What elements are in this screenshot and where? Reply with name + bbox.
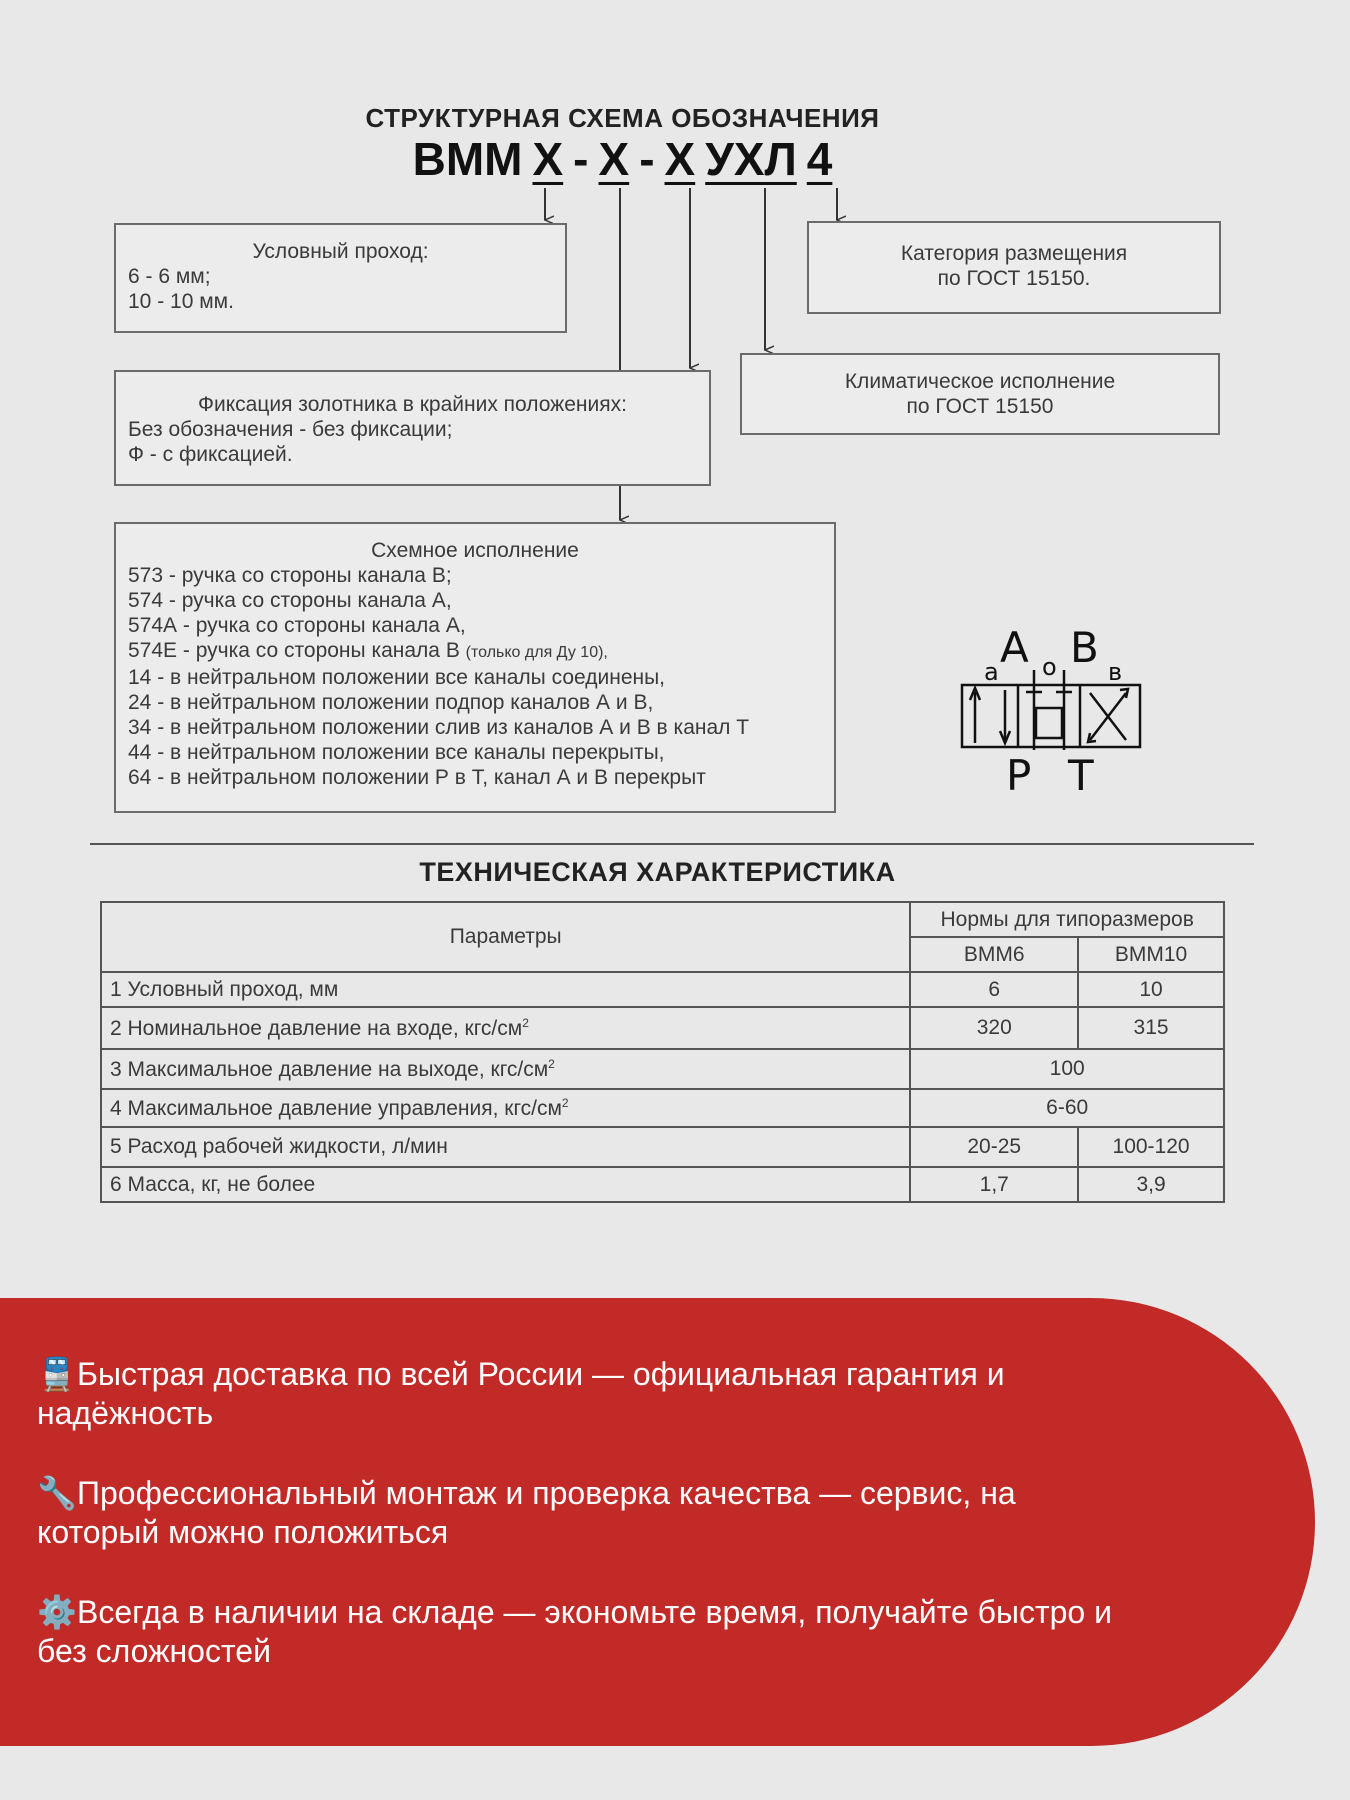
table-row: [101, 1049, 1224, 1089]
table-row: [101, 1167, 1224, 1202]
code-category: 4: [806, 133, 833, 185]
code-bore: X: [532, 133, 564, 185]
code-fixation: X: [598, 133, 630, 185]
circuit-line-64: 64 - в нейтральном положении Р в Т, канал А и В перекрыт: [128, 766, 706, 789]
row-label: 4 Максимальное давление управления, кгс/см: [110, 1096, 562, 1120]
row-value-vmm10: 315: [1078, 1007, 1224, 1049]
wrench-icon: 🔧: [37, 1475, 77, 1511]
row-value-vmm6: 320: [910, 1007, 1078, 1049]
circuit-line-573: 573 - ручка со стороны канала В;: [128, 564, 452, 587]
circuit-head: Схемное исполнение: [371, 539, 579, 562]
gear-icon: ⚙️: [37, 1594, 77, 1630]
code-prefix: ВММ: [412, 133, 523, 185]
row-label: 6 Масса, кг, не более: [101, 1167, 910, 1202]
valve-port-a: A: [1000, 623, 1029, 672]
row-value-vmm6: 1,7: [910, 1167, 1078, 1202]
nominal-bore-line-1: 6 - 6 мм;: [128, 265, 211, 288]
row-value-vmm6: 20-25: [910, 1127, 1078, 1167]
tech-table: [100, 901, 1225, 1203]
valve-pos-o: o: [1042, 653, 1057, 681]
placement-category-box: [807, 221, 1221, 314]
schema-title: СТРУКТУРНАЯ СХЕМА ОБОЗНАЧЕНИЯ: [365, 103, 880, 133]
code-circuit: X: [664, 133, 696, 185]
code-sep-1: -: [573, 133, 589, 185]
benefit-delivery-text: Быстрая доставка по всей России — официальная гарантия и надёжность: [37, 1356, 1005, 1431]
valve-symbol-diagram: [950, 610, 1150, 800]
valve-pos-b: в: [1108, 658, 1123, 686]
climate-version-sub: по ГОСТ 15150: [906, 395, 1054, 418]
circuit-line-574e-note: (только для Ду 10),: [465, 644, 608, 661]
row-label-sup: 2: [561, 1095, 569, 1110]
nominal-bore-box: [114, 223, 567, 333]
circuit-line-24: 24 - в нейтральном положении подпор каналов А и В,: [128, 691, 654, 714]
row-value-common: 6-60: [910, 1089, 1224, 1127]
circuit-line-574e-wrap: [128, 638, 822, 665]
benefit-installation-text: Профессиональный монтаж и проверка качества — сервис, на который можно положиться: [37, 1475, 1016, 1550]
row-label-cell: [101, 1007, 910, 1049]
norms-header: Нормы для типоразмеров: [910, 902, 1224, 937]
benefit-delivery: [37, 1355, 1117, 1433]
param-header: Параметры: [101, 902, 910, 972]
fixation-head: Фиксация золотника в крайних положениях:: [198, 393, 627, 416]
climate-version-head: Климатическое исполнение: [844, 370, 1116, 393]
climate-version-box: [740, 353, 1220, 435]
nominal-bore-line-2: 10 - 10 мм.: [128, 290, 234, 313]
delivery-train-icon: 🚆: [37, 1356, 77, 1392]
model-vmm6: ВММ6: [910, 937, 1078, 972]
row-label: 5 Расход рабочей жидкости, л/мин: [101, 1127, 910, 1167]
circuit-line-574a: 574А - ручка со стороны канала А,: [128, 614, 466, 637]
benefit-stock: [37, 1593, 1117, 1671]
benefit-stock-text: Всегда в наличии на складе — экономьте время, получайте быстро и без сложностей: [37, 1594, 1112, 1669]
row-label: 3 Максимальное давление на выходе, кгс/см: [110, 1057, 549, 1081]
section-divider: [90, 843, 1254, 845]
row-label-cell: [101, 1049, 910, 1089]
tech-title: ТЕХНИЧЕСКАЯ ХАРАКТЕРИСТИКА: [419, 857, 896, 887]
circuit-line-574: 574 - ручка со стороны канала А,: [128, 589, 452, 612]
row-value-vmm6: 6: [910, 972, 1078, 1007]
valve-port-t: T: [1068, 751, 1094, 800]
model-vmm10: ВММ10: [1078, 937, 1224, 972]
fixation-box: [114, 370, 711, 486]
row-label-sup: 2: [548, 1056, 555, 1071]
placement-category-sub: по ГОСТ 15150.: [937, 267, 1091, 290]
valve-pos-a: a: [984, 658, 999, 686]
circuit-line-34: 34 - в нейтральном положении слив из каналов А и В в канал Т: [128, 716, 750, 739]
fixation-line-1: Без обозначения - без фиксации;: [128, 418, 453, 441]
circuit-line-14: 14 - в нейтральном положении все каналы соединены,: [128, 666, 666, 689]
circuit-line-574e: 574Е - ручка со стороны канала В: [128, 639, 460, 662]
code-climate: УХЛ: [705, 133, 797, 185]
row-label: 1 Условный проход, мм: [101, 972, 910, 1007]
table-row: [101, 972, 1224, 1007]
table-row: [101, 1007, 1224, 1049]
code-sep-2: -: [639, 133, 655, 185]
circuit-line-44: 44 - в нейтральном положении все каналы перекрыты,: [128, 741, 665, 764]
row-label-sup: 2: [522, 1015, 529, 1030]
row-label-cell: [101, 1089, 910, 1127]
fixation-line-2: Ф - с фиксацией.: [128, 443, 293, 466]
tech-header-row: [101, 902, 1224, 937]
circuit-box: [114, 522, 836, 813]
row-value-vmm10: 100-120: [1078, 1127, 1224, 1167]
row-label: 2 Номинальное давление на входе, кгс/см: [110, 1016, 523, 1040]
table-row: [101, 1089, 1224, 1127]
table-row: [101, 1127, 1224, 1167]
row-value-vmm10: 10: [1078, 972, 1224, 1007]
benefit-installation: [37, 1474, 1117, 1552]
nominal-bore-head: Условный проход:: [252, 240, 429, 263]
valve-port-p: P: [1006, 751, 1032, 800]
row-value-vmm10: 3,9: [1078, 1167, 1224, 1202]
placement-category-head: Категория размещения: [900, 242, 1128, 265]
row-value-common: 100: [910, 1049, 1224, 1089]
valve-port-b: B: [1070, 623, 1099, 672]
